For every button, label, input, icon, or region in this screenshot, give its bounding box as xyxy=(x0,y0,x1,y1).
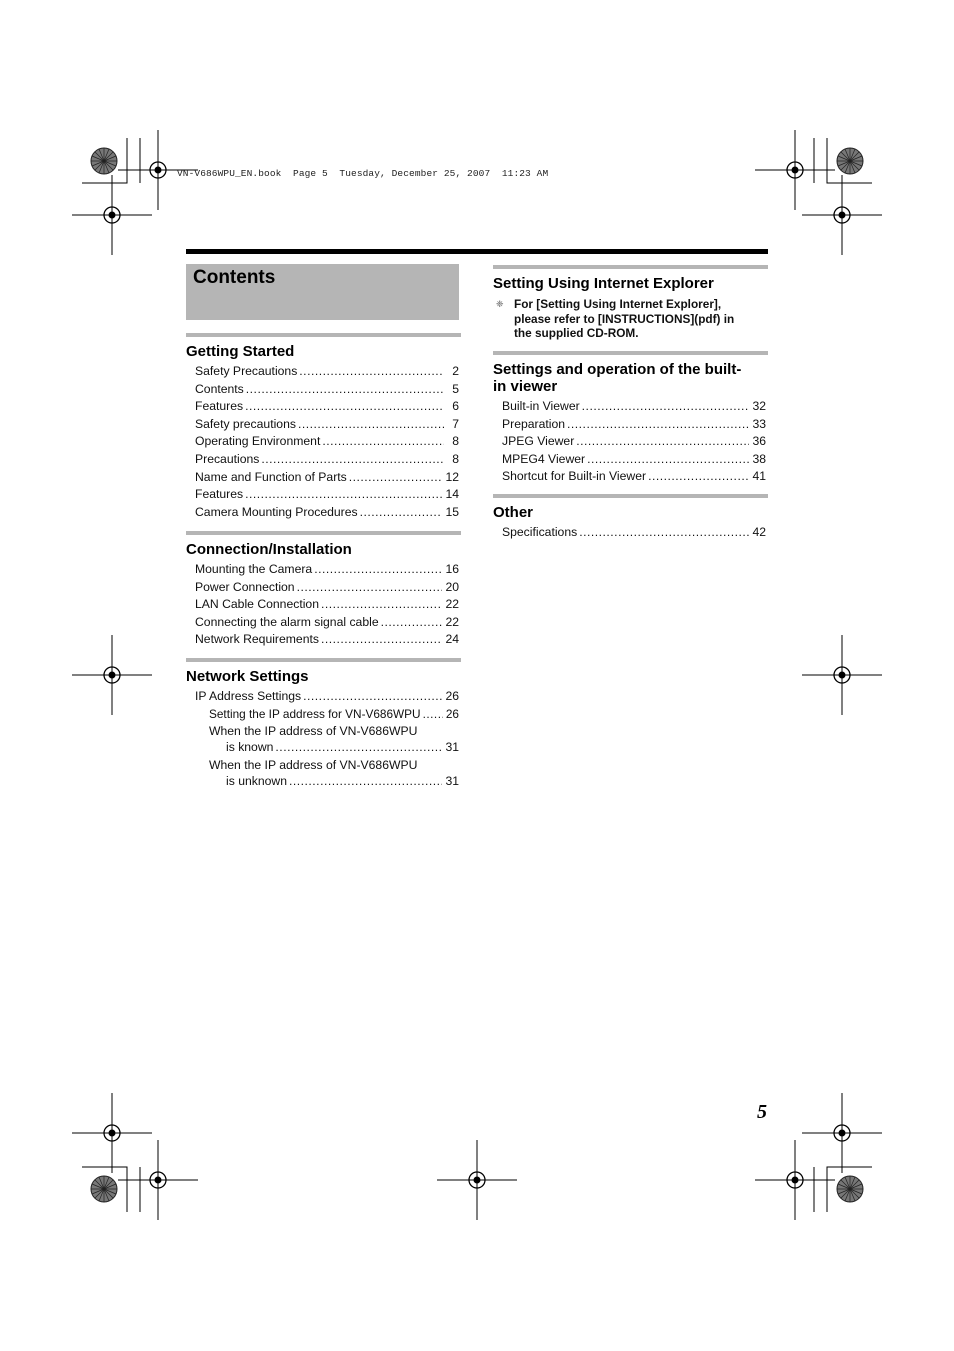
toc-entry[interactable]: Precautions ..... 8 xyxy=(195,451,459,469)
section-connection-installation xyxy=(186,531,461,649)
starburst-icon xyxy=(837,148,863,174)
toc-subentry[interactable]: Setting the IP address for VN-V686WPU ..... 26 xyxy=(195,706,459,724)
toc-entry[interactable]: JPEG Viewer ..... 36 xyxy=(502,433,766,451)
toc-list xyxy=(186,688,459,790)
section-title: Getting Started xyxy=(186,343,295,360)
section-bar xyxy=(493,265,768,269)
top-rule xyxy=(186,249,768,254)
toc-entry[interactable]: Connecting the alarm signal cable ..... 22 xyxy=(195,614,459,632)
toc-subentry[interactable]: When the IP address of VN-V686WPU xyxy=(209,757,418,772)
section-title: Network Settings xyxy=(186,668,309,685)
section-title: Settings and operation of the built- in viewer xyxy=(493,361,742,395)
page-number: 5 xyxy=(757,1101,767,1123)
note-mark-icon: ❈ xyxy=(496,299,504,309)
toc-list xyxy=(493,398,766,486)
starburst-icon xyxy=(837,1176,863,1202)
toc-entry[interactable]: Built-in Viewer ..... 32 xyxy=(502,398,766,416)
toc-entry[interactable]: Camera Mounting Procedures ..... 15 xyxy=(195,504,459,522)
section-title: Setting Using Internet Explorer xyxy=(493,275,714,292)
toc-entry[interactable]: Shortcut for Built-in Viewer ..... 41 xyxy=(502,468,766,486)
toc-entry[interactable]: Power Connection ..... 20 xyxy=(195,579,459,597)
print-header-line: VN-V686WPU_EN.book Page 5 Tuesday, December 25, 2007 11:23 AM xyxy=(177,168,549,179)
note xyxy=(493,297,768,341)
toc-entry[interactable]: LAN Cable Connection ..... 22 xyxy=(195,596,459,614)
section-bar xyxy=(186,333,461,337)
toc-list xyxy=(186,561,459,649)
section-bar xyxy=(493,494,768,498)
toc-entry[interactable]: Network Requirements ..... 24 xyxy=(195,631,459,649)
page-title: Contents xyxy=(193,267,276,288)
toc-entry[interactable]: Contents ..... 5 xyxy=(195,381,459,399)
toc-list xyxy=(493,524,766,542)
toc-entry[interactable]: Specifications ..... 42 xyxy=(502,524,766,542)
toc-entry[interactable]: MPEG4 Viewer ..... 38 xyxy=(502,451,766,469)
section-bar xyxy=(186,658,461,662)
section-getting-started xyxy=(186,333,461,521)
section-bar xyxy=(186,531,461,535)
section-title: Other xyxy=(493,504,534,521)
toc-entry[interactable]: Name and Function of Parts ..... 12 xyxy=(195,469,459,487)
toc-entry[interactable]: Safety precautions ..... 7 xyxy=(195,416,459,434)
toc-subentry[interactable]: When the IP address of VN-V686WPU xyxy=(209,724,418,739)
toc-list xyxy=(186,363,459,521)
toc-entry[interactable]: Mounting the Camera ..... 16 xyxy=(195,561,459,579)
section-network-settings xyxy=(186,658,461,790)
toc-entry[interactable]: IP Address Settings ..... 26 xyxy=(195,688,459,706)
toc-entry[interactable]: Features ..... 14 xyxy=(195,486,459,504)
contents-title-box xyxy=(186,264,459,320)
toc-subentry-continued[interactable]: is unknown ..... 31 xyxy=(195,773,459,791)
section-other xyxy=(493,494,768,542)
toc-entry[interactable]: Features ..... 6 xyxy=(195,398,459,416)
toc-entry[interactable]: Operating Environment ..... 8 xyxy=(195,433,459,451)
section-internet-explorer xyxy=(493,265,768,341)
starburst-icon xyxy=(91,1176,117,1202)
section-title: Connection/Installation xyxy=(186,541,352,558)
starburst-icon xyxy=(91,148,117,174)
note-text: For [Setting Using Internet Explorer], please refer to [INSTRUCTIONS](pdf) in the supplied CD-ROM. xyxy=(514,297,735,340)
toc-entry[interactable]: Preparation ..... 33 xyxy=(502,416,766,434)
section-builtin-viewer xyxy=(493,351,768,486)
toc-entry[interactable]: Safety Precautions ..... 2 xyxy=(195,363,459,381)
section-bar xyxy=(493,351,768,355)
toc-subentry-continued[interactable]: is known ..... 31 xyxy=(195,739,459,757)
